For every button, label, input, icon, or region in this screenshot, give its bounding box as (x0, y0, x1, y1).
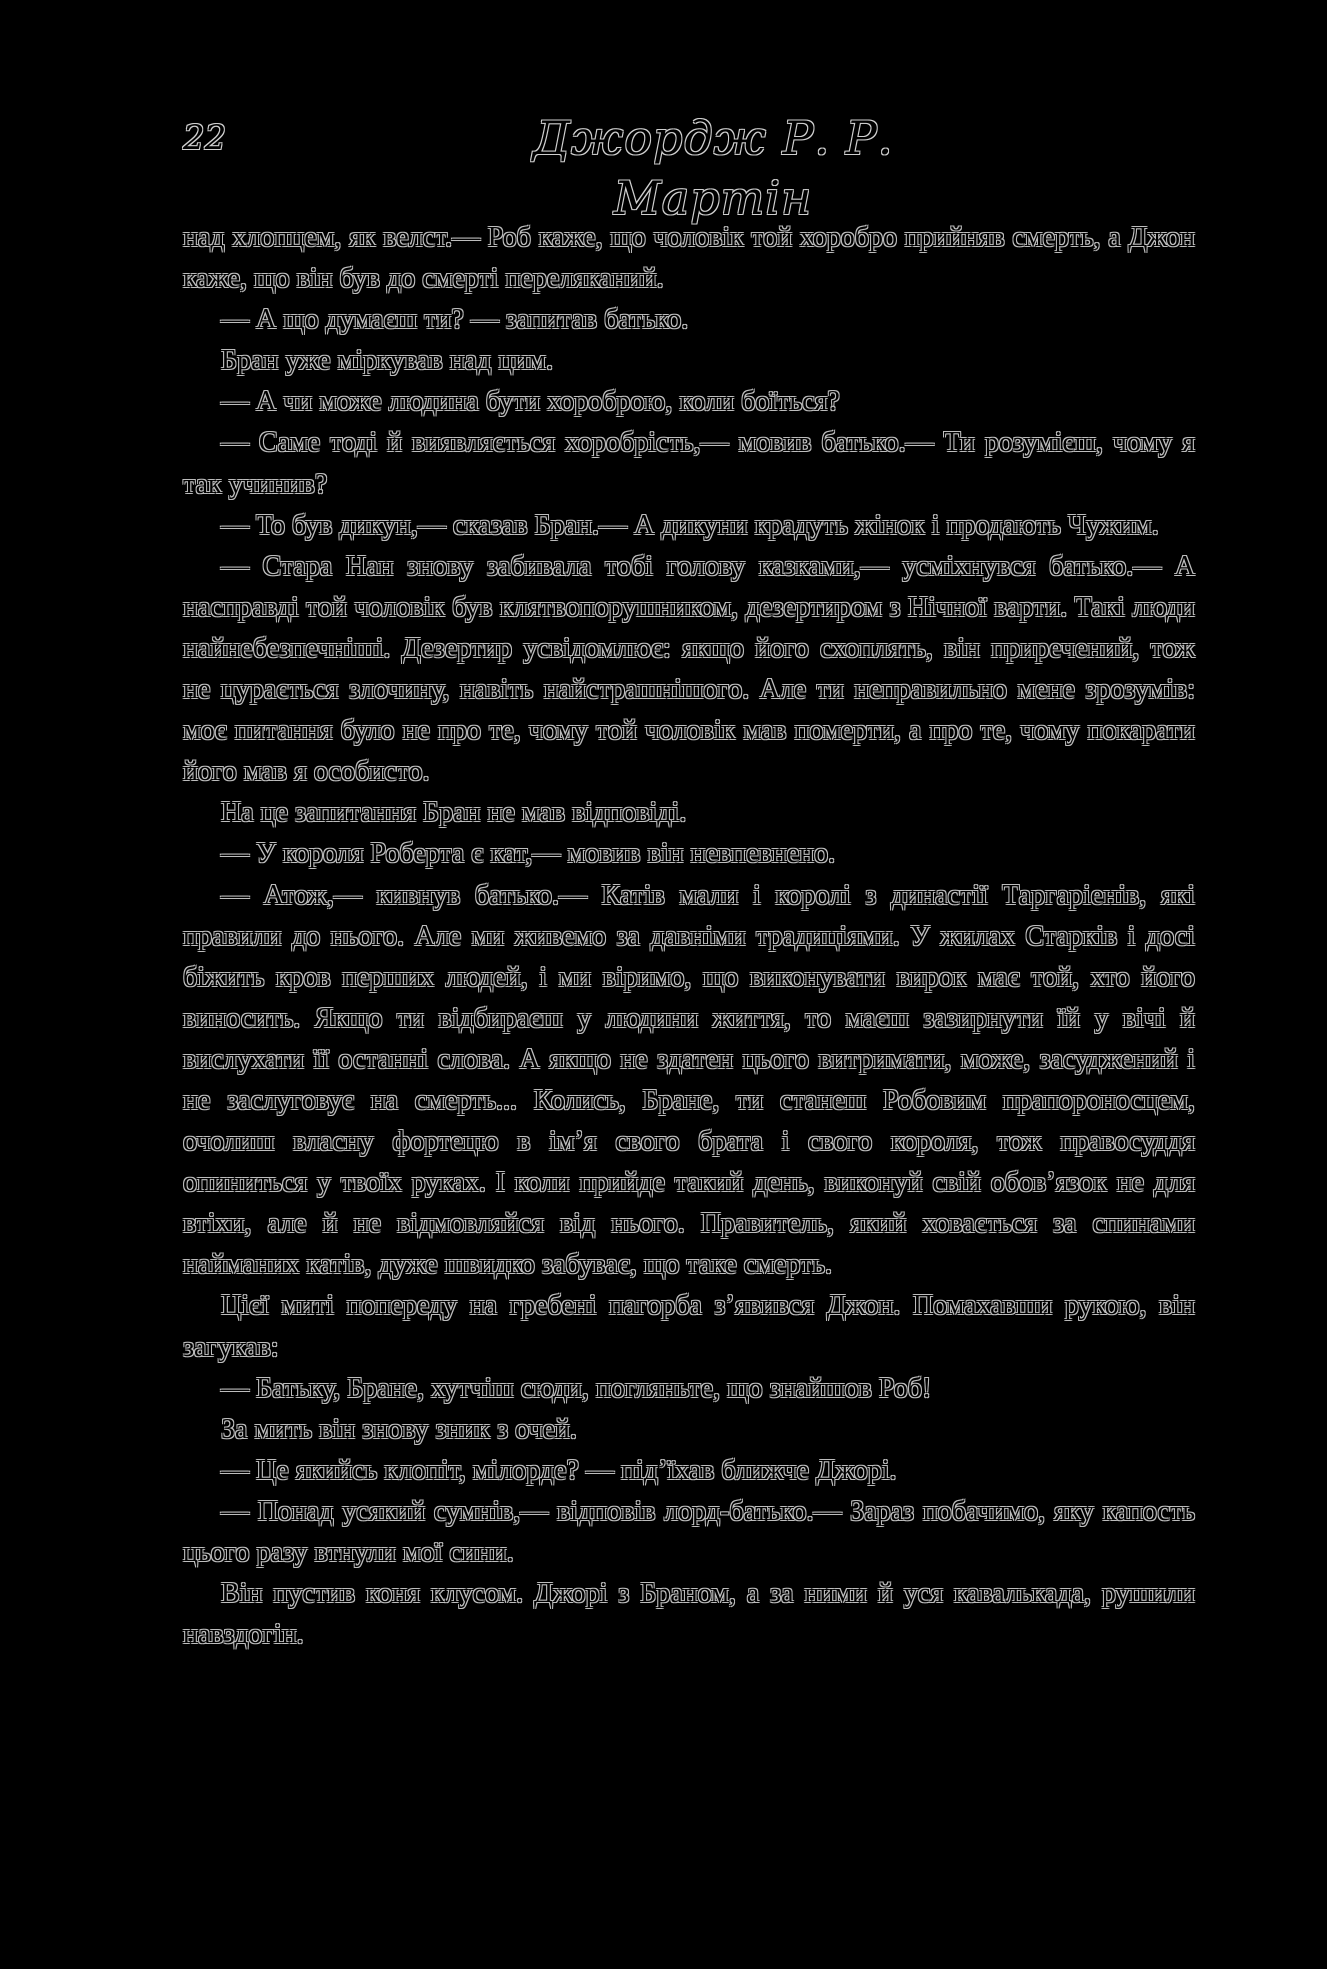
page-number: 22 (183, 118, 227, 158)
paragraph: — А чи може людина бути хороброю, коли боїться? (221, 386, 840, 418)
paragraph: Бран уже міркував над цим. (221, 345, 554, 377)
paragraph: над хлопцем, як велст.— Роб каже, що чоловік той хоробро прийняв смерть, а Джон каже, що він був до смерті переляканий. (183, 222, 1195, 295)
paragraph: — Атож,— кивнув батько.— Катів мали і королі з династії Таргаріенів, які правили до нього. Але ми живемо за давніми традиціями. У жилах Старків і досі біжить кров перших людей, і ми віримо, що виконувати вирок має той, хто його виносить. Якщо ти відбираєш у людини життя, то маєш зазирнути їй у вічі й вислухати її останні слова. А якщо не здатен цього витримати, може, засуджений і не заслуговує на смерть... Колись, Бране, ти станеш Робовим прапороносцем, очолиш власну фортецю в ім’я свого брата і свого короля, тож правосуддя опиниться у твоїх руках. І коли прийде такий день, виконуй свій обов’язок не для втіхи, але й не відмовляйся від нього. Правитель, який ховається за спинами найманих катів, дуже швидко забуває, що таке смерть. (183, 879, 1195, 1281)
paragraph: — У короля Роберта є кат,— мовив він невпевнено. (221, 838, 836, 870)
paragraph: — Батьку, Бране, хутчіш сюди, погляньте, що знайшов Роб! (221, 1372, 932, 1404)
header-author: Джордж Р. Р. Мартін (532, 111, 894, 225)
paragraph: Цієї миті попереду на гребені пагорба з’явився Джон. Помахавши рукою, він загукав: (183, 1290, 1195, 1363)
paragraph: — То був дикун,— сказав Бран.— А дикуни крадуть жінок і продають Чужим. (221, 509, 1159, 541)
paragraph: — Саме тоді й виявляється хоробрість,— мовив батько.— Ти розумієш, чому я так учинив? (183, 427, 1195, 500)
paragraph: На це запитання Бран не мав відповіді. (221, 797, 687, 829)
paragraph: — А що думаєш ти? — запитав батько. (221, 304, 689, 336)
body-text (183, 217, 1195, 1655)
paragraph: Він пустив коня клусом. Джорі з Браном, а за ними й уся кавалькада, рушили навздогін. (183, 1578, 1195, 1651)
paragraph: — Стара Нан знову забивала тобі голову казками,— усміхнувся батько.— А насправді той чоловік був клятвопорушником, дезертиром з Нічної варти. Такі люди найнебезпечніші. Дезертир усвідомлює: якщо його схоплять, він приречений, тож не цурається злочину, навіть найстрашнішого. Але ти неправильно мене зрозумів: моє питання було не про те, чому той чоловік мав померти, а про те, чому покарати його мав я особисто. (183, 550, 1195, 788)
running-head (183, 108, 1195, 225)
paragraph: За мить він знову зник з очей. (221, 1413, 577, 1445)
paragraph: — Це якийсь клопіт, мілорде? — під’їхав ближче Джорі. (221, 1454, 897, 1486)
paragraph: — Понад усякий сумнів,— відповів лорд-батько.— Зараз побачимо, яку капость цього разу втнули мої сини. (183, 1495, 1195, 1568)
